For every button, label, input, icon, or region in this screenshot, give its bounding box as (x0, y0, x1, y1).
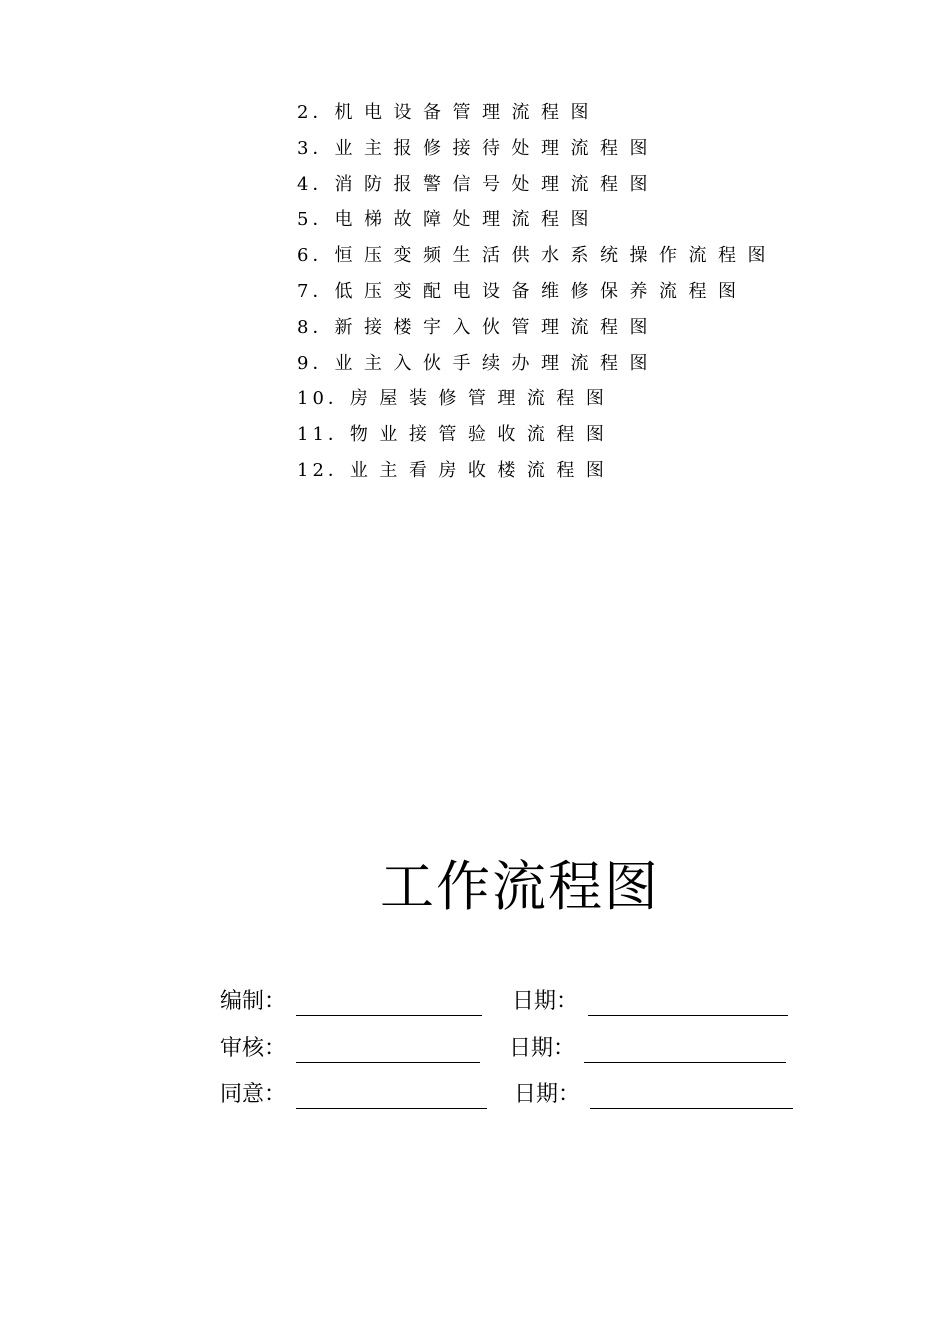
toc-item-label: 消防报警信号处理流程图 (334, 173, 659, 195)
toc-item-label: 电梯故障处理流程图 (334, 209, 600, 231)
toc-item (297, 98, 777, 134)
table-of-contents (297, 98, 777, 492)
toc-item-label: 恒压变频生活供水系统操作流程图 (334, 245, 777, 267)
reviewed-signature-line (296, 1062, 480, 1063)
toc-item-label: 房屋装修管理流程图 (349, 388, 616, 410)
prepared-label: 编制： (220, 989, 287, 1014)
toc-item (297, 313, 777, 349)
toc-item-label: 业主看房收楼流程图 (349, 459, 616, 481)
toc-item-label: 物业接管验收流程图 (349, 424, 616, 446)
toc-item-number: 2． (297, 102, 335, 123)
toc-item-number: 6． (297, 245, 335, 267)
approved-label: 同意： (220, 1082, 287, 1107)
prepared-date-label: 日期： (512, 989, 579, 1014)
toc-item-number: 8． (297, 316, 335, 338)
document-title: 工作流程图 (380, 855, 660, 918)
toc-item (297, 384, 777, 420)
toc-item (297, 420, 777, 456)
toc-item (297, 205, 777, 241)
toc-item-number: 12． (297, 459, 350, 481)
toc-item (297, 277, 777, 313)
toc-item-label: 低压变配电设备维修保养流程图 (334, 280, 748, 302)
approved-date-label: 日期： (514, 1082, 581, 1107)
toc-item-label: 机电设备管理流程图 (334, 102, 600, 123)
toc-item-label: 业主报修接待处理流程图 (334, 137, 659, 159)
reviewed-date-label: 日期： (509, 1036, 576, 1061)
toc-item (297, 134, 777, 170)
toc-item-number: 4． (297, 173, 335, 195)
prepared-signature-line (296, 1015, 482, 1016)
toc-item (297, 349, 777, 385)
toc-item (297, 456, 777, 492)
reviewed-label: 审核： (220, 1036, 287, 1061)
toc-item-number: 3． (297, 137, 335, 159)
toc-item-number: 7． (297, 280, 335, 302)
toc-item-label: 新接楼宇入伙管理流程图 (334, 316, 659, 338)
reviewed-date-line (584, 1062, 786, 1063)
approved-date-line (590, 1108, 793, 1109)
toc-item-number: 5． (297, 209, 335, 231)
prepared-date-line (588, 1015, 788, 1016)
approved-signature-line (296, 1108, 487, 1109)
toc-item-number: 9． (297, 352, 335, 374)
toc-item-number: 11． (297, 424, 350, 446)
toc-item-number: 10． (297, 388, 350, 410)
toc-item (297, 241, 777, 277)
toc-item-label: 业主入伙手续办理流程图 (334, 352, 659, 374)
toc-item (297, 170, 777, 206)
